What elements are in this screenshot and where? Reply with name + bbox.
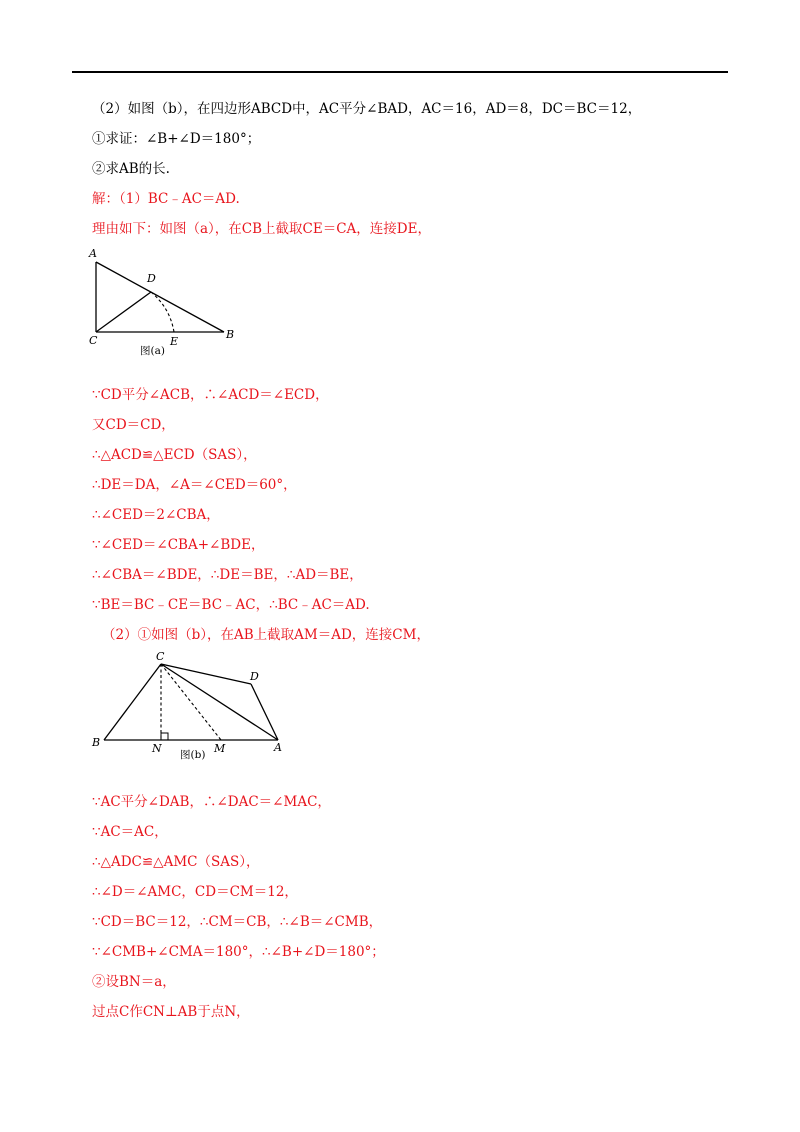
solution-line: ②设BN＝a， xyxy=(92,974,176,990)
label-a-A: A xyxy=(89,247,97,260)
solution-line: 又CD＝CD， xyxy=(92,417,175,433)
solution-line: ∴∠CBA＝∠BDE，∴DE＝BE，∴AD＝BE， xyxy=(92,567,363,583)
solution-line: ∵∠CMB+∠CMA＝180°，∴∠B+∠D＝180°； xyxy=(92,944,385,960)
solution-line: ∵BE＝BC﹣CE＝BC﹣AC，∴BC﹣AC＝AD. xyxy=(92,597,370,613)
label-b-D: D xyxy=(250,670,259,683)
solution-line: ∵AC＝AC， xyxy=(92,824,168,840)
solution-line: ∴∠CED＝2∠CBA， xyxy=(92,507,220,523)
solution-line: ∵CD平分∠ACB，∴∠ACD＝∠ECD， xyxy=(92,387,329,403)
figure-b xyxy=(86,648,296,768)
solution-line: ∵CD＝BC＝12，∴CM＝CB，∴∠B＝∠CMB， xyxy=(92,914,383,930)
label-b-A: A xyxy=(274,741,282,754)
label-a-E: E xyxy=(170,335,179,348)
label-b-B: B xyxy=(92,736,101,749)
label-b-C: C xyxy=(156,650,165,663)
figure-b-caption: 图(b) xyxy=(180,749,206,761)
solution-line: 理由如下：如图（a），在CB上截取CE＝CA，连接DE， xyxy=(92,221,431,237)
label-b-N: N xyxy=(152,742,162,755)
solution-line: ∴△ADC≌△AMC（SAS）， xyxy=(92,854,260,870)
solution-line: ∴∠D＝∠AMC，CD＝CM＝12， xyxy=(92,884,298,900)
problem-part2: （2）如图（b），在四边形ABCD中，AC平分∠BAD，AC＝16，AD＝8，DC＝BC＝12， xyxy=(92,101,642,117)
figure-a-caption: 图(a) xyxy=(140,345,165,357)
problem-q2: ②求AB的长. xyxy=(92,161,170,177)
label-b-M: M xyxy=(214,742,226,755)
label-a-D: D xyxy=(147,272,156,285)
figure-a xyxy=(86,248,246,360)
solution-line: ∵∠CED＝∠CBA+∠BDE， xyxy=(92,537,265,553)
solution-line: ∴△ACD≌△ECD（SAS）， xyxy=(92,447,257,463)
label-a-C: C xyxy=(89,334,98,347)
solution-line: ∵AC平分∠DAB，∴∠DAC＝∠MAC， xyxy=(92,794,331,810)
solution-line: 过点C作CN⊥AB于点N， xyxy=(92,1004,250,1020)
header-rule xyxy=(72,71,728,73)
solution-part2-intro: （2）①如图（b），在AB上截取AM＝AD，连接CM， xyxy=(102,627,430,643)
solution-line: 解：（1）BC﹣AC＝AD. xyxy=(92,191,240,207)
label-a-B: B xyxy=(226,328,235,341)
solution-line: ∴DE＝DA，∠A＝∠CED＝60°， xyxy=(92,477,297,493)
problem-q1: ①求证：∠B+∠D＝180°； xyxy=(92,131,261,147)
